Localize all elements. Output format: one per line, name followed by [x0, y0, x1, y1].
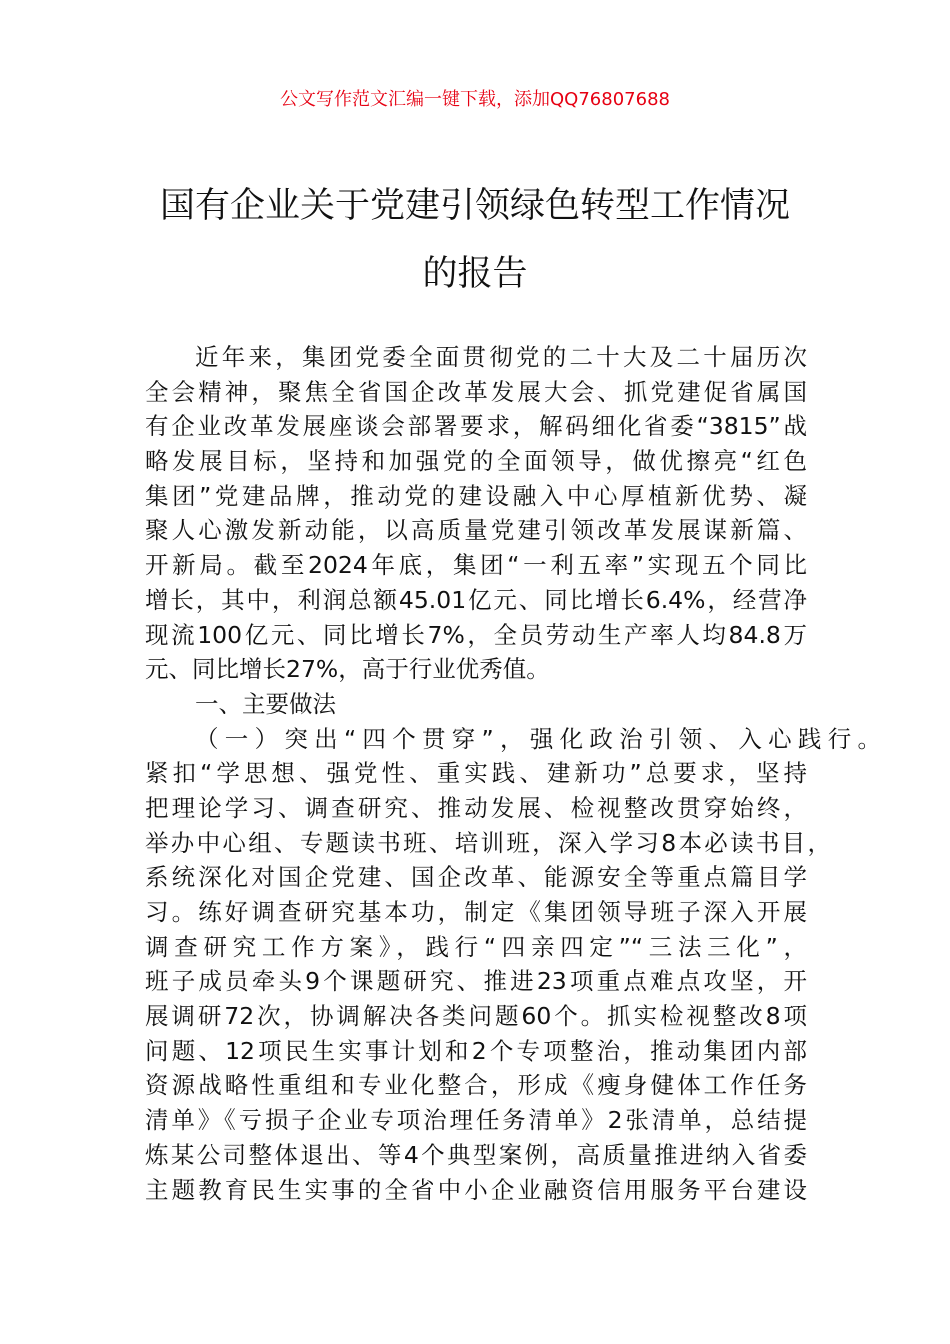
paragraph-line: 紧扣“学思想、强党性、重实践、建新功”总要求，坚持: [145, 759, 807, 788]
paragraph-line: 元、同比增长27%，高于行业优秀值。: [145, 655, 550, 684]
paragraph-line: 炼某公司整体退出、等4个典型案例，高质量推进纳入省委: [145, 1140, 807, 1169]
paragraph-line: 现流100亿元、同比增长7%，全员劳动生产率人均84.8万: [145, 620, 807, 649]
paragraph-line: 聚人心激发新动能，以高质量党建引领改革发展谋新篇、: [145, 516, 807, 545]
paragraph-line: 主题教育民生实事的全省中小企业融资信用服务平台建设: [145, 1175, 807, 1204]
document-title-line-2: 的报告: [422, 254, 528, 294]
paragraph-line: 举办中心组、专题读书班、培训班，深入学习8本必读书目，: [145, 828, 831, 857]
paragraph-line: 增长，其中，利润总额45.01亿元、同比增长6.4%，经营净: [145, 585, 807, 614]
paragraph-line: 问题、12项民生实事计划和2个专项整治，推动集团内部: [145, 1036, 807, 1065]
paragraph-line: 展调研72次，协调解决各类问题60个。抓实检视整改8项: [145, 1002, 807, 1031]
paragraph-line: 系统深化对国企党建、国企改革、能源安全等重点篇目学: [145, 863, 807, 892]
section-heading: 一、主要做法: [195, 689, 336, 718]
paragraph-line: 清单》《亏损子企业专项治理任务清单》2张清单，总结提: [145, 1106, 807, 1135]
paragraph-line: 班子成员牵头9个课题研究、推进23项重点难点攻坚，开: [145, 967, 807, 996]
paragraph-line: 集团”党建品牌，推动党的建设融入中心厚植新优势、凝: [145, 481, 807, 510]
paragraph-line: 全会精神，聚焦全省国企改革发展大会、抓党建促省属国: [145, 377, 807, 406]
paragraph-line: 略发展目标，坚持和加强党的全面领导，做优擦亮“红色: [145, 447, 807, 476]
paragraph-line: 开新局。截至2024年底，集团“一利五率”实现五个同比: [145, 551, 807, 580]
document-body: [145, 340, 881, 1207]
document-title-line-1: 国有企业关于党建引领绿色转型工作情况: [159, 186, 790, 226]
paragraph-line: 习。练好调查研究基本功，制定《集团领导班子深入开展: [145, 898, 807, 926]
paragraph-line: 有企业改革发展座谈会部署要求，解码细化省委“3815”战: [145, 412, 807, 441]
paragraph-line: 近年来，集团党委全面贯彻党的二十大及二十届历次: [195, 343, 807, 371]
paragraph-line: 把理论学习、调查研究、推动发展、检视整改贯穿始终，: [145, 793, 807, 822]
paragraph-line: 资源战略性重组和专业化整合，形成《瘦身健体工作任务: [145, 1071, 807, 1100]
paragraph-line: 调查研究工作方案》，践行“四亲四定”“三法三化”，: [145, 932, 807, 961]
subsection-heading: （一）突出“四个贯穿”，强化政治引领、入心践行。: [195, 724, 881, 753]
download-banner: 公文写作范文汇编一键下载，添加QQ76807688: [280, 89, 670, 110]
